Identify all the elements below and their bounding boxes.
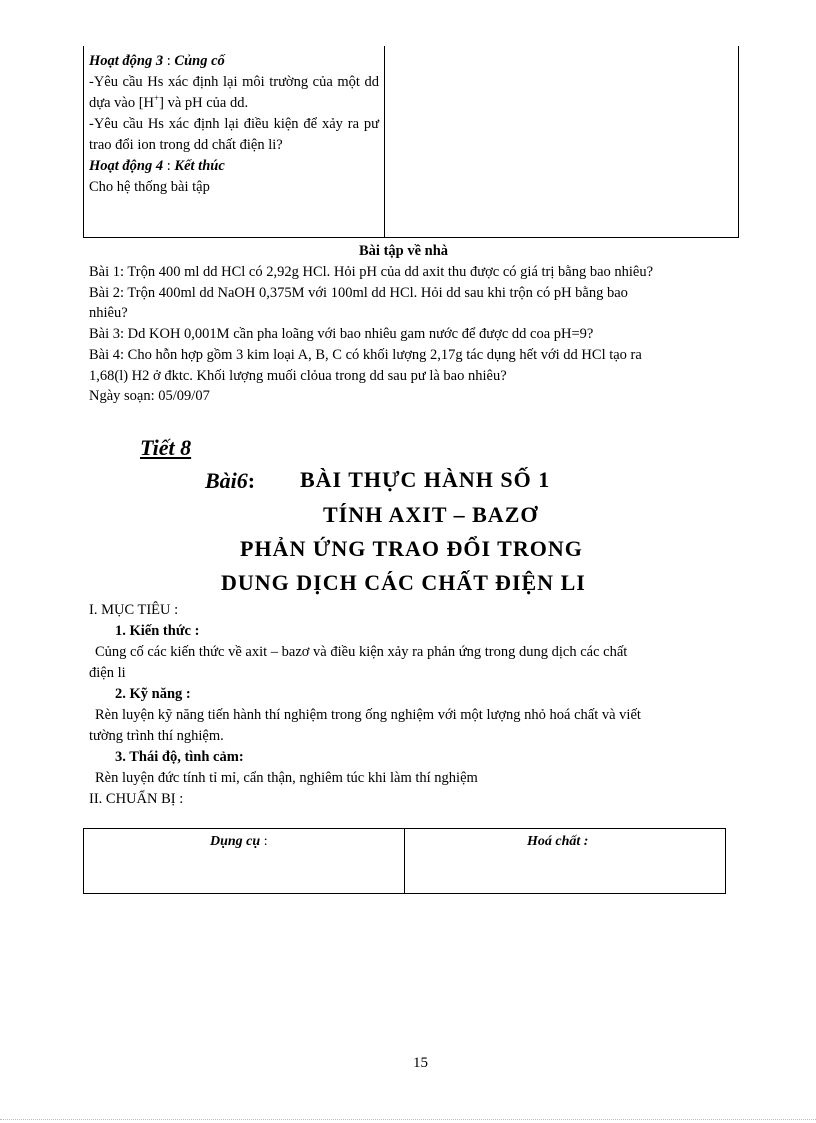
activity3-item1-sup: + xyxy=(154,93,160,104)
activity4-sep: : xyxy=(163,158,175,174)
knowledge-label: 1. Kiến thức : xyxy=(115,623,200,639)
knowledge-line1: Củng cố các kiến thức về axit – bazơ và điều kiện xảy ra phản ứng trong dung dịch các chất xyxy=(95,644,628,660)
period-title: Tiết 8 xyxy=(140,435,192,460)
skill-line1: Rèn luyện kỹ năng tiến hành thí nghiệm trong ống nghiệm với một lượng nhỏ hoá chất và viết xyxy=(95,707,641,723)
lesson-title-line4: DUNG DỊCH CÁC CHẤT ĐIỆN LI xyxy=(221,570,586,595)
activity3-title: Hoạt động 3 xyxy=(89,53,164,69)
knowledge-line2: điện li xyxy=(89,665,126,681)
homework-bai3: Bài 3: Dd KOH 0,001M cần pha loãng với bao nhiêu gam nước để được dd coa pH=9? xyxy=(89,326,594,342)
homework-bai1: Bài 1: Trộn 400 ml dd HCl có 2,92g HCl. Hỏi pH của dd axit thu được có giá trị bằng bao nhiêu? xyxy=(89,264,654,280)
page-bottom-edge xyxy=(0,1119,816,1120)
tools-header-suffix: : xyxy=(260,834,268,849)
tools-header xyxy=(210,834,268,850)
table-border-middle xyxy=(384,46,385,238)
activity3-name: Củng cố xyxy=(174,53,225,69)
homework-bai2-line1: Bài 2: Trộn 400ml dd NaOH 0,375M với 100ml dd HCl. Hỏi dd sau khi trộn có pH bằng bao xyxy=(89,285,628,301)
table-border-left xyxy=(83,46,84,238)
lesson-label-text: Bài6 xyxy=(205,468,248,493)
skill-label: 2. Kỹ năng : xyxy=(115,686,191,702)
activity3-item1-post: ] và pH của dd. xyxy=(159,95,249,111)
homework-bai4-line1: Bài 4: Cho hỗn hợp gồm 3 kim loại A, B, C có khối lượng 2,17g tác dụng hết với dd HCl tạo ra xyxy=(89,347,642,363)
activity3-sep: : xyxy=(163,53,175,69)
activity4-text: Cho hệ thống bài tập xyxy=(89,179,210,195)
activity3-item1 xyxy=(89,72,379,114)
skill-line2: tường trình thí nghiệm. xyxy=(89,728,224,744)
activity3-heading xyxy=(89,51,379,72)
homework-heading: Bài tập về nhà xyxy=(359,243,449,259)
homework-bai2-line2: nhiêu? xyxy=(89,305,128,321)
lesson-title-line2: TÍNH AXIT – BAZƠ xyxy=(323,502,539,527)
page-number: 15 xyxy=(413,1055,428,1071)
activity3-item1-pre: -Yêu cầu Hs xác định lại môi trường của một dd dựa vào [H xyxy=(89,74,379,111)
preparation-table-divider xyxy=(404,829,405,893)
lesson-title-line1: BÀI THỰC HÀNH SỐ 1 xyxy=(300,467,551,492)
activity4-name: Kết thúc xyxy=(174,158,225,174)
attitude-label: 3. Thái độ, tình cảm: xyxy=(115,749,244,765)
lesson-label-colon: : xyxy=(247,468,256,493)
preparation-table xyxy=(83,828,726,894)
activity4-title: Hoạt động 4 xyxy=(89,158,164,174)
section-preparation: II. CHUẨN BỊ : xyxy=(89,791,184,807)
activity4-heading xyxy=(89,156,379,177)
attitude-text: Rèn luyện đức tính tỉ mỉ, cẩn thận, nghiêm túc khi làm thí nghiệm xyxy=(95,770,478,786)
lesson-label xyxy=(205,468,255,494)
prep-date: Ngày soạn: 05/09/07 xyxy=(89,388,210,404)
homework-bai4-line2: 1,68(l) H2 ở đktc. Khối lượng muối clỏua trong dd sau pư là bao nhiêu? xyxy=(89,368,507,384)
lesson-title-line3: PHẢN ỨNG TRAO ĐỔI TRONG xyxy=(240,536,583,561)
table-border-bottom xyxy=(83,237,739,238)
section-objectives: I. MỤC TIÊU : xyxy=(89,602,179,618)
table-border-right xyxy=(738,46,739,238)
activity3-item2: -Yêu cầu Hs xác định lại điều kiện để xảy ra pư trao đổi ion trong dd chất điện li? xyxy=(89,116,379,153)
activity-cell xyxy=(89,51,379,198)
tools-header-text: Dụng cụ xyxy=(210,834,261,849)
activity-table xyxy=(83,46,739,238)
chemicals-header: Hoá chất : xyxy=(527,834,589,849)
